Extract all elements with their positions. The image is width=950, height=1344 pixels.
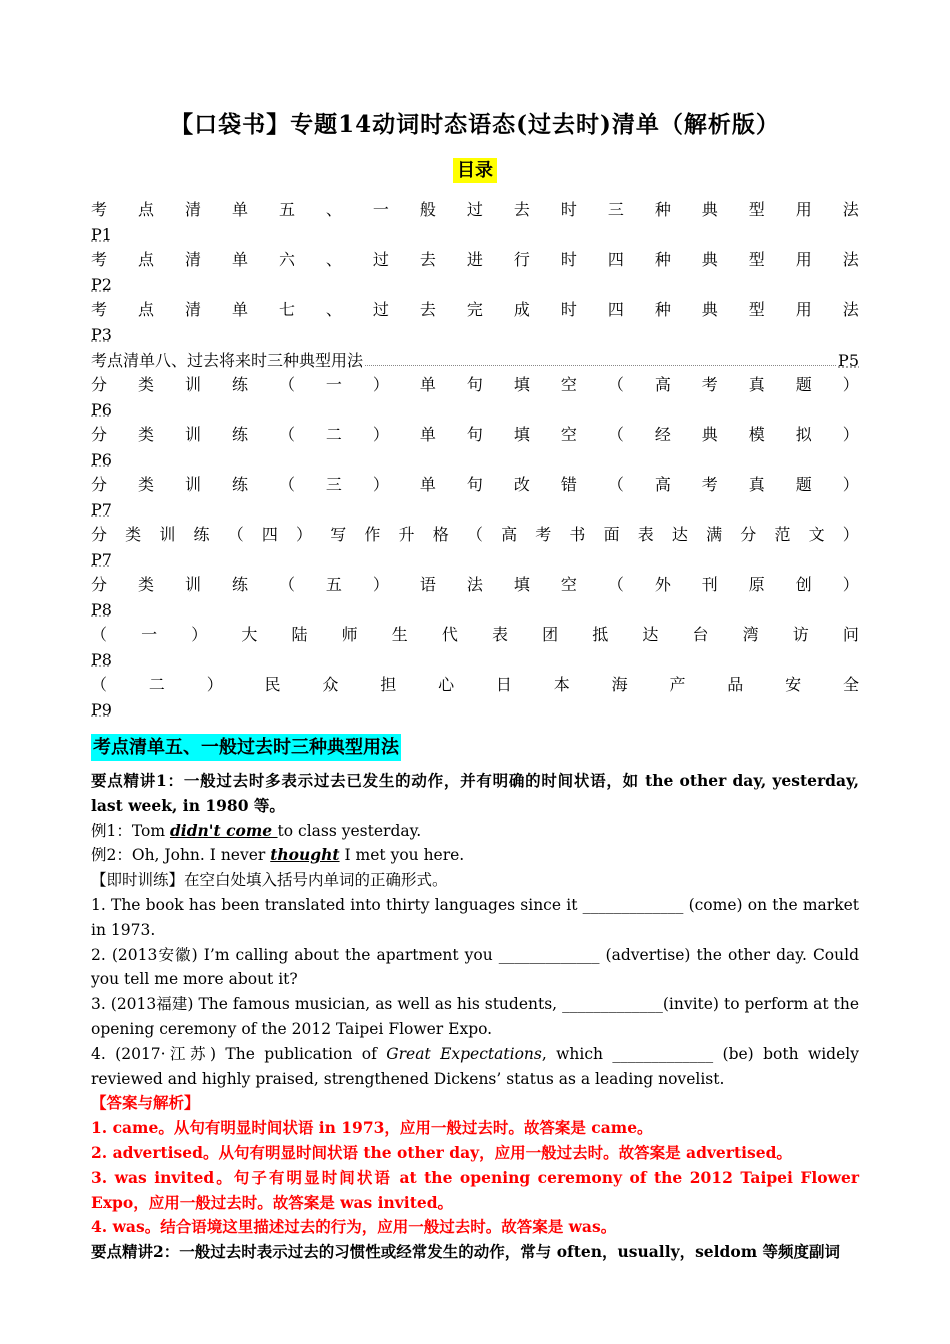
toc-char: 类 bbox=[125, 525, 142, 544]
toc-char: 一 bbox=[141, 625, 158, 644]
toc-char: ） bbox=[206, 675, 223, 694]
toc-char: 升 bbox=[398, 525, 415, 544]
toc-char: 类 bbox=[137, 375, 154, 394]
toc-char: 达 bbox=[671, 525, 688, 544]
toc-char: 完 bbox=[466, 300, 483, 319]
toc-char: 进 bbox=[466, 250, 483, 269]
toc-char: 典 bbox=[701, 250, 718, 269]
toc-char: 时 bbox=[560, 200, 577, 219]
toc-char: 典 bbox=[701, 200, 718, 219]
toc-char: 法 bbox=[466, 575, 483, 594]
toc-char: 二 bbox=[325, 425, 342, 444]
toc-char: 错 bbox=[560, 475, 577, 494]
toc-entry[interactable] bbox=[91, 297, 859, 347]
toc-char: （ bbox=[91, 625, 108, 644]
toc-char: 用 bbox=[795, 200, 812, 219]
example-2-prefix: 例2：Oh, John. I never bbox=[91, 846, 271, 865]
key-point-1 bbox=[91, 769, 859, 819]
toc-char: 分 bbox=[91, 575, 108, 594]
toc-char: 文 bbox=[808, 525, 825, 544]
toc-char: 一 bbox=[325, 375, 342, 394]
toc-char: 法 bbox=[842, 300, 859, 319]
toc-page-number: P8 bbox=[91, 600, 112, 619]
toc-char: 考 bbox=[701, 375, 718, 394]
toc-entry-title bbox=[91, 247, 859, 272]
key-point-1-label: 要点精讲1： bbox=[91, 771, 184, 790]
toc-entry[interactable] bbox=[91, 197, 859, 247]
toc-char: 考 bbox=[91, 300, 108, 319]
section-heading bbox=[91, 733, 401, 759]
toc-char: 成 bbox=[513, 300, 530, 319]
key-point-2-text: 一般过去时表示过去的习惯性或经常发生的动作，常与 often，usually，seldom 等频度副词 bbox=[179, 1242, 841, 1262]
toc-char: 三 bbox=[607, 200, 624, 219]
toc-char: 四 bbox=[607, 300, 624, 319]
toc-char: 练 bbox=[231, 575, 248, 594]
question-4-title: Great Expectations bbox=[386, 1044, 542, 1063]
toc-char: 高 bbox=[654, 375, 671, 394]
question-1: 1. The book has been translated into thirty languages since it _____________ (come) on the market in 1973. bbox=[91, 895, 859, 939]
toc-char: 型 bbox=[748, 300, 765, 319]
toc-char: 考 bbox=[91, 200, 108, 219]
toc-char: 种 bbox=[654, 200, 671, 219]
toc-char: 类 bbox=[137, 575, 154, 594]
toc-char: ） bbox=[842, 475, 859, 494]
toc-char: 时 bbox=[560, 300, 577, 319]
toc-char: 类 bbox=[137, 425, 154, 444]
toc-entry-title bbox=[91, 472, 859, 497]
toc-char: 练 bbox=[231, 425, 248, 444]
answer-1: 1. came。从句有明显时间状语 in 1973，应用一般过去时。故答案是 came。 bbox=[91, 1118, 653, 1138]
toc-char: 高 bbox=[501, 525, 518, 544]
toc-char: 刊 bbox=[701, 575, 718, 594]
toc-heading bbox=[91, 156, 859, 182]
toc-char: 创 bbox=[795, 575, 812, 594]
toc-char: 七 bbox=[278, 300, 295, 319]
toc-char: ） bbox=[372, 475, 389, 494]
toc-char: 改 bbox=[513, 475, 530, 494]
toc-char: 单 bbox=[419, 475, 436, 494]
toc-char: 分 bbox=[91, 475, 108, 494]
toc-char: 语 bbox=[419, 575, 436, 594]
toc-char: 原 bbox=[748, 575, 765, 594]
answer-3: 3. was invited。句子有明显时间状语 at the opening ceremony of the 2012 Taipei Flower Expo，应用一般过去时。故答案是 was invited。 bbox=[91, 1167, 859, 1212]
key-point-2 bbox=[91, 1240, 859, 1265]
question-4-prefix: 4. (2017·江苏) The publication of bbox=[91, 1044, 387, 1063]
toc-char: 练 bbox=[231, 475, 248, 494]
toc-char: 五 bbox=[278, 200, 295, 219]
toc-char: 练 bbox=[231, 375, 248, 394]
toc-char: 时 bbox=[560, 250, 577, 269]
toc-dot-leader bbox=[365, 347, 836, 366]
toc-page-number: P1 bbox=[91, 225, 112, 244]
toc-char: 句 bbox=[466, 475, 483, 494]
answer-heading: 【答案与解析】 bbox=[91, 1093, 200, 1113]
toc-char: 填 bbox=[513, 375, 530, 394]
toc-page-number: P7 bbox=[91, 500, 112, 519]
toc-char: 师 bbox=[341, 625, 358, 644]
toc-char: （ bbox=[607, 475, 624, 494]
toc-char: 练 bbox=[193, 525, 210, 544]
toc-char: 考 bbox=[701, 475, 718, 494]
answer-4: 4. was。结合语境这里描述过去的行为，应用一般过去时。故答案是 was。 bbox=[91, 1217, 617, 1237]
example-1-prefix: 例1：Tom bbox=[91, 821, 170, 840]
toc-entry[interactable] bbox=[91, 247, 859, 297]
toc-page-number: P5 bbox=[838, 351, 859, 370]
toc-char: 范 bbox=[774, 525, 791, 544]
toc-char: （ bbox=[91, 675, 108, 694]
toc-char: 模 bbox=[748, 425, 765, 444]
toc-entry-title: 考点清单八、过去将来时三种典型用法 bbox=[91, 351, 364, 370]
toc-char: 拟 bbox=[795, 425, 812, 444]
toc-char: 考 bbox=[91, 250, 108, 269]
toc-char: ） bbox=[842, 425, 859, 444]
section-heading-label: 考点清单五、一般过去时三种典型用法 bbox=[91, 734, 401, 761]
toc-char: 抵 bbox=[592, 625, 609, 644]
toc-char: 点 bbox=[137, 300, 154, 319]
toc-char: ） bbox=[372, 575, 389, 594]
toc-char: 表 bbox=[637, 525, 654, 544]
toc-entry[interactable] bbox=[91, 472, 859, 522]
toc-char: 、 bbox=[325, 300, 342, 319]
toc-char: 分 bbox=[740, 525, 757, 544]
toc-char: 空 bbox=[560, 575, 577, 594]
toc-char: 单 bbox=[231, 200, 248, 219]
toc-char: 表 bbox=[492, 625, 509, 644]
toc-char: 陆 bbox=[291, 625, 308, 644]
question-4 bbox=[91, 1042, 859, 1092]
toc-char: 用 bbox=[795, 300, 812, 319]
toc-page-number: P8 bbox=[91, 650, 112, 669]
toc-char: 团 bbox=[542, 625, 559, 644]
toc-char: （ bbox=[466, 525, 483, 544]
toc-char: 题 bbox=[795, 375, 812, 394]
toc-char: 空 bbox=[560, 425, 577, 444]
toc-char: 担 bbox=[380, 675, 397, 694]
toc-char: 种 bbox=[654, 250, 671, 269]
toc-char: 众 bbox=[322, 675, 339, 694]
toc-char: 大 bbox=[241, 625, 258, 644]
toc-char: 外 bbox=[654, 575, 671, 594]
toc-char: 五 bbox=[325, 575, 342, 594]
toc-char: （ bbox=[278, 425, 295, 444]
example-1 bbox=[91, 819, 859, 844]
toc-entry-title bbox=[91, 297, 859, 322]
toc-char: ） bbox=[842, 525, 859, 544]
toc-char: 填 bbox=[513, 575, 530, 594]
toc-char: 清 bbox=[184, 200, 201, 219]
toc-char: 品 bbox=[727, 675, 744, 694]
toc-page-number: P2 bbox=[91, 275, 112, 294]
toc-char: 本 bbox=[553, 675, 570, 694]
toc-char: 全 bbox=[842, 675, 859, 694]
toc-char: 心 bbox=[438, 675, 455, 694]
toc-char: （ bbox=[607, 425, 624, 444]
toc-char: 分 bbox=[91, 525, 108, 544]
toc-char: 满 bbox=[706, 525, 723, 544]
toc-entry-title bbox=[91, 422, 859, 447]
toc-char: 安 bbox=[785, 675, 802, 694]
toc-page-number: P6 bbox=[91, 400, 112, 419]
toc-char: 训 bbox=[184, 475, 201, 494]
toc-entry-title bbox=[91, 372, 859, 397]
toc-char: 典 bbox=[701, 425, 718, 444]
toc-char: 法 bbox=[842, 250, 859, 269]
answer-2: 2. advertised。从句有明显时间状语 the other day，应用一般过去时。故答案是 advertised。 bbox=[91, 1142, 792, 1162]
question-4-suffix: , which _____________ (be) both widely reviewed and highly praised, strengthened Dickens’ status as a leading novelist. bbox=[91, 1044, 859, 1088]
body-content bbox=[91, 769, 859, 1265]
toc-char: 四 bbox=[261, 525, 278, 544]
toc-char: 训 bbox=[184, 375, 201, 394]
toc-char: 日 bbox=[495, 675, 512, 694]
toc-char: 作 bbox=[364, 525, 381, 544]
toc-char: 过 bbox=[466, 200, 483, 219]
toc-char: （ bbox=[278, 375, 295, 394]
toc-char: 过 bbox=[372, 250, 389, 269]
toc-char: 空 bbox=[560, 375, 577, 394]
toc-char: 训 bbox=[184, 425, 201, 444]
toc-char: 问 bbox=[842, 625, 859, 644]
toc-char: （ bbox=[607, 575, 624, 594]
document-title: 【口袋书】专题14动词时态语态(过去时)清单（解析版） bbox=[170, 111, 780, 138]
toc-char: 民 bbox=[264, 675, 281, 694]
toc-char: 一 bbox=[372, 200, 389, 219]
toc-entry[interactable] bbox=[91, 372, 859, 422]
toc-char: 法 bbox=[842, 200, 859, 219]
toc-char: 种 bbox=[654, 300, 671, 319]
toc-char: 格 bbox=[432, 525, 449, 544]
toc-char: 训 bbox=[159, 525, 176, 544]
practice-intro: 【即时训练】在空白处填入括号内单词的正确形式。 bbox=[91, 871, 448, 890]
toc-page-number: P6 bbox=[91, 450, 112, 469]
toc-char: 产 bbox=[669, 675, 686, 694]
key-point-2-label: 要点精讲2： bbox=[91, 1242, 180, 1262]
toc-char: 分 bbox=[91, 375, 108, 394]
example-1-suffix: to class yesterday. bbox=[277, 821, 422, 840]
toc-char: 点 bbox=[137, 200, 154, 219]
toc-char: 四 bbox=[607, 250, 624, 269]
toc-char: （ bbox=[607, 375, 624, 394]
toc-char: 去 bbox=[513, 200, 530, 219]
toc-char: ） bbox=[842, 375, 859, 394]
example-2-suffix: I met you here. bbox=[339, 846, 465, 865]
toc-char: 经 bbox=[654, 425, 671, 444]
toc-char: 填 bbox=[513, 425, 530, 444]
example-1-answer: didn't come bbox=[169, 820, 278, 840]
toc-char: 三 bbox=[325, 475, 342, 494]
toc-char: 题 bbox=[795, 475, 812, 494]
toc-char: 湾 bbox=[742, 625, 759, 644]
toc-char: ） bbox=[372, 425, 389, 444]
toc-entry-title bbox=[91, 522, 859, 547]
toc-char: 句 bbox=[466, 425, 483, 444]
toc-entry[interactable] bbox=[91, 672, 859, 722]
example-2 bbox=[91, 843, 859, 868]
toc-char: 单 bbox=[231, 300, 248, 319]
key-point-1-text: 一般过去时多表示过去已发生的动作，并有明确的时间状语，如 the other day, yesterday, last week, in 1980 等。 bbox=[91, 771, 859, 815]
toc-entry[interactable] bbox=[91, 572, 859, 622]
toc-char: 类 bbox=[137, 475, 154, 494]
toc-char: ） bbox=[842, 575, 859, 594]
toc-page-number: P3 bbox=[91, 325, 112, 344]
toc-entry[interactable] bbox=[91, 422, 859, 472]
toc-heading-label: 目录 bbox=[453, 158, 497, 183]
toc-char: 书 bbox=[569, 525, 586, 544]
toc-char: 六 bbox=[278, 250, 295, 269]
toc-char: 二 bbox=[148, 675, 165, 694]
toc-char: 、 bbox=[325, 250, 342, 269]
toc-char: 面 bbox=[603, 525, 620, 544]
toc-char: 、 bbox=[325, 200, 342, 219]
toc-entry[interactable] bbox=[91, 522, 859, 572]
toc-char: （ bbox=[278, 475, 295, 494]
toc-char: 型 bbox=[748, 250, 765, 269]
toc-char: 过 bbox=[372, 300, 389, 319]
toc-page-number: P9 bbox=[91, 700, 112, 719]
toc-entry-title bbox=[91, 622, 859, 647]
toc-char: ） bbox=[191, 625, 208, 644]
toc-char: ） bbox=[296, 525, 313, 544]
toc-char: 考 bbox=[535, 525, 552, 544]
toc-char: 分 bbox=[91, 425, 108, 444]
toc-char: 访 bbox=[792, 625, 809, 644]
toc-char: 清 bbox=[184, 300, 201, 319]
toc-char: 清 bbox=[184, 250, 201, 269]
toc-entry-title bbox=[91, 572, 859, 597]
toc-char: 去 bbox=[419, 250, 436, 269]
toc-char: 行 bbox=[513, 250, 530, 269]
toc-char: 写 bbox=[330, 525, 347, 544]
toc-char: 真 bbox=[748, 375, 765, 394]
toc-char: （ bbox=[227, 525, 244, 544]
toc-char: 真 bbox=[748, 475, 765, 494]
toc-entry[interactable] bbox=[91, 622, 859, 672]
toc-char: 生 bbox=[391, 625, 408, 644]
toc-char: 单 bbox=[231, 250, 248, 269]
toc-char: 海 bbox=[611, 675, 628, 694]
question-2: 2. (2013安徽) I’m calling about the apartment you _____________ (advertise) the other day. Could you tell me more about it? bbox=[91, 945, 859, 989]
question-3: 3. (2013福建) The famous musician, as well as his students, _____________(invite) to perform at the opening ceremony of the 2012 Taipei Flower Expo. bbox=[91, 995, 859, 1038]
toc-char: （ bbox=[278, 575, 295, 594]
toc-char: 单 bbox=[419, 375, 436, 394]
toc-char: 代 bbox=[441, 625, 458, 644]
toc-char: 单 bbox=[419, 425, 436, 444]
toc-char: 达 bbox=[642, 625, 659, 644]
toc-char: 高 bbox=[654, 475, 671, 494]
toc-char: 训 bbox=[184, 575, 201, 594]
toc-char: 用 bbox=[795, 250, 812, 269]
toc-char: 句 bbox=[466, 375, 483, 394]
toc-char: 台 bbox=[692, 625, 709, 644]
toc-entry-title bbox=[91, 197, 859, 222]
toc-char: 去 bbox=[419, 300, 436, 319]
toc-char: ） bbox=[372, 375, 389, 394]
toc-page-number: P7 bbox=[91, 550, 112, 569]
table-of-contents bbox=[91, 197, 859, 722]
toc-entry-title bbox=[91, 672, 859, 697]
toc-char: 点 bbox=[137, 250, 154, 269]
example-2-answer: thought bbox=[270, 845, 340, 865]
toc-char: 般 bbox=[419, 200, 436, 219]
toc-entry[interactable] bbox=[91, 347, 859, 372]
toc-char: 典 bbox=[701, 300, 718, 319]
toc-char: 型 bbox=[748, 200, 765, 219]
